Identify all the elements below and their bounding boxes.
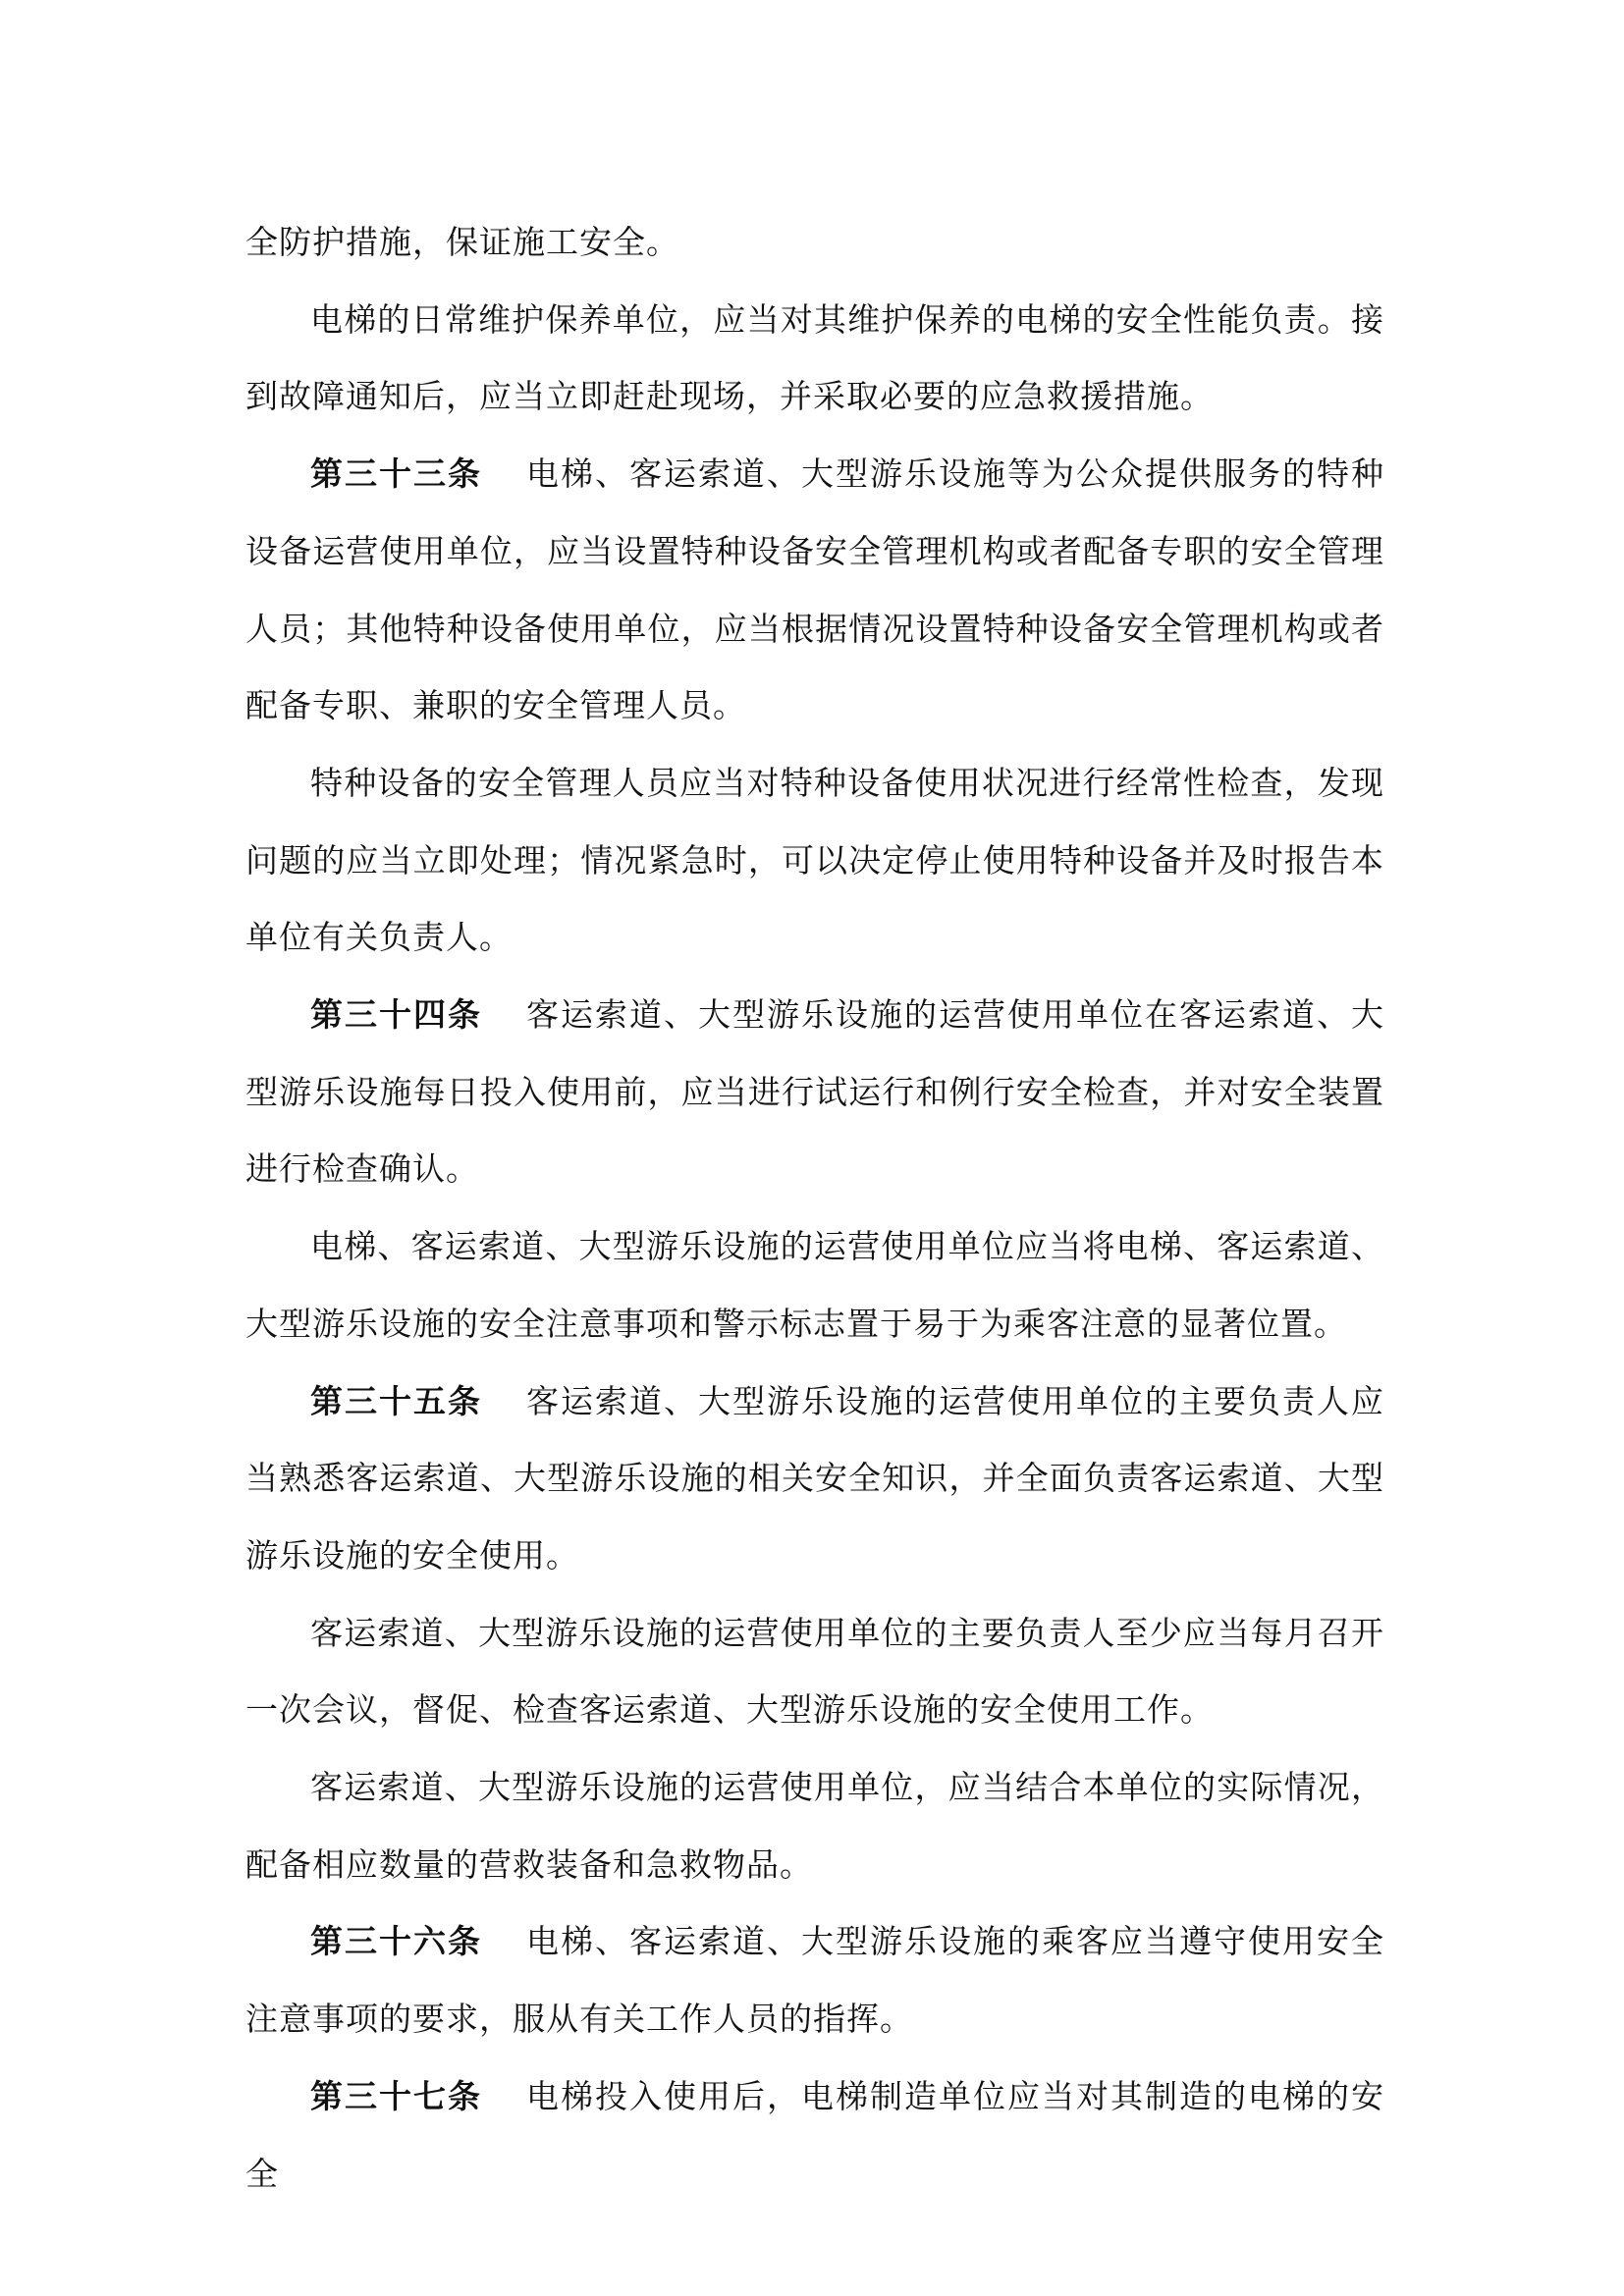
paragraph-continuation — [245, 204, 1384, 282]
article-text: 客运索道、大型游乐设施的运营使用单位的主要负责人应当熟悉客运索道、大型游乐设施的相关安全知识，并全面负责客运索道、大型游乐设施的安全使用。 — [245, 1381, 1384, 1575]
paragraph-text: 特种设备的安全管理人员应当对特种设备使用状况进行经常性检查，发现问题的应当立即处理；情况紧急时，可以决定停止使用特种设备并及时报告本单位有关负责人。 — [245, 763, 1384, 957]
article-text: 电梯、客运索道、大型游乐设施等为公众提供服务的特种设备运营使用单位，应当设置特种设备安全管理机构或者配备专职的安全管理人员；其他特种设备使用单位，应当根据情况设置特种设备安全管理机构或者配备专职、兼职的安全管理人员。 — [245, 454, 1384, 725]
paragraph-text: 电梯的日常维护保养单位，应当对其维护保养的电梯的安全性能负责。接到故障通知后，应当立即赶赴现场，并采取必要的应急救援措施。 — [245, 299, 1384, 416]
article-text: 客运索道、大型游乐设施的运营使用单位在客运索道、大型游乐设施每日投入使用前，应当进行试运行和例行安全检查，并对安全装置进行检查确认。 — [245, 995, 1384, 1189]
article-33 — [245, 436, 1384, 745]
article-heading: 第三十四条 — [310, 995, 482, 1035]
article-37 — [245, 2058, 1384, 2213]
paragraph-warning-signs — [245, 1208, 1384, 1362]
article-heading: 第三十五条 — [310, 1381, 482, 1420]
paragraph-text: 客运索道、大型游乐设施的运营使用单位的主要负责人至少应当每月召开一次会议，督促、检查客运索道、大型游乐设施的安全使用工作。 — [245, 1613, 1384, 1730]
article-36 — [245, 1903, 1384, 2057]
paragraph-monthly-meeting — [245, 1595, 1384, 1749]
paragraph-text: 客运索道、大型游乐设施的运营使用单位，应当结合本单位的实际情况，配备相应数量的营救装备和急救物品。 — [245, 1768, 1384, 1884]
article-heading: 第三十六条 — [310, 1922, 482, 1961]
paragraph-safety-manager — [245, 745, 1384, 977]
article-heading: 第三十三条 — [310, 454, 482, 494]
paragraph-text: 电梯、客运索道、大型游乐设施的运营使用单位应当将电梯、客运索道、大型游乐设施的安全注意事项和警示标志置于易于为乘客注意的显著位置。 — [245, 1227, 1384, 1343]
paragraph-elevator-maintenance — [245, 282, 1384, 436]
article-text: 电梯、客运索道、大型游乐设施的乘客应当遵守使用安全注意事项的要求，服从有关工作人员的指挥。 — [245, 1922, 1384, 2039]
article-heading: 第三十七条 — [310, 2076, 482, 2115]
article-35 — [245, 1363, 1384, 1595]
document-body — [245, 204, 1384, 2213]
article-34 — [245, 977, 1384, 1208]
article-text: 电梯投入使用后，电梯制造单位应当对其制造的电梯的安全 — [245, 2076, 1384, 2193]
paragraph-rescue-equipment — [245, 1749, 1384, 1903]
paragraph-text: 全防护措施，保证施工安全。 — [245, 223, 679, 261]
